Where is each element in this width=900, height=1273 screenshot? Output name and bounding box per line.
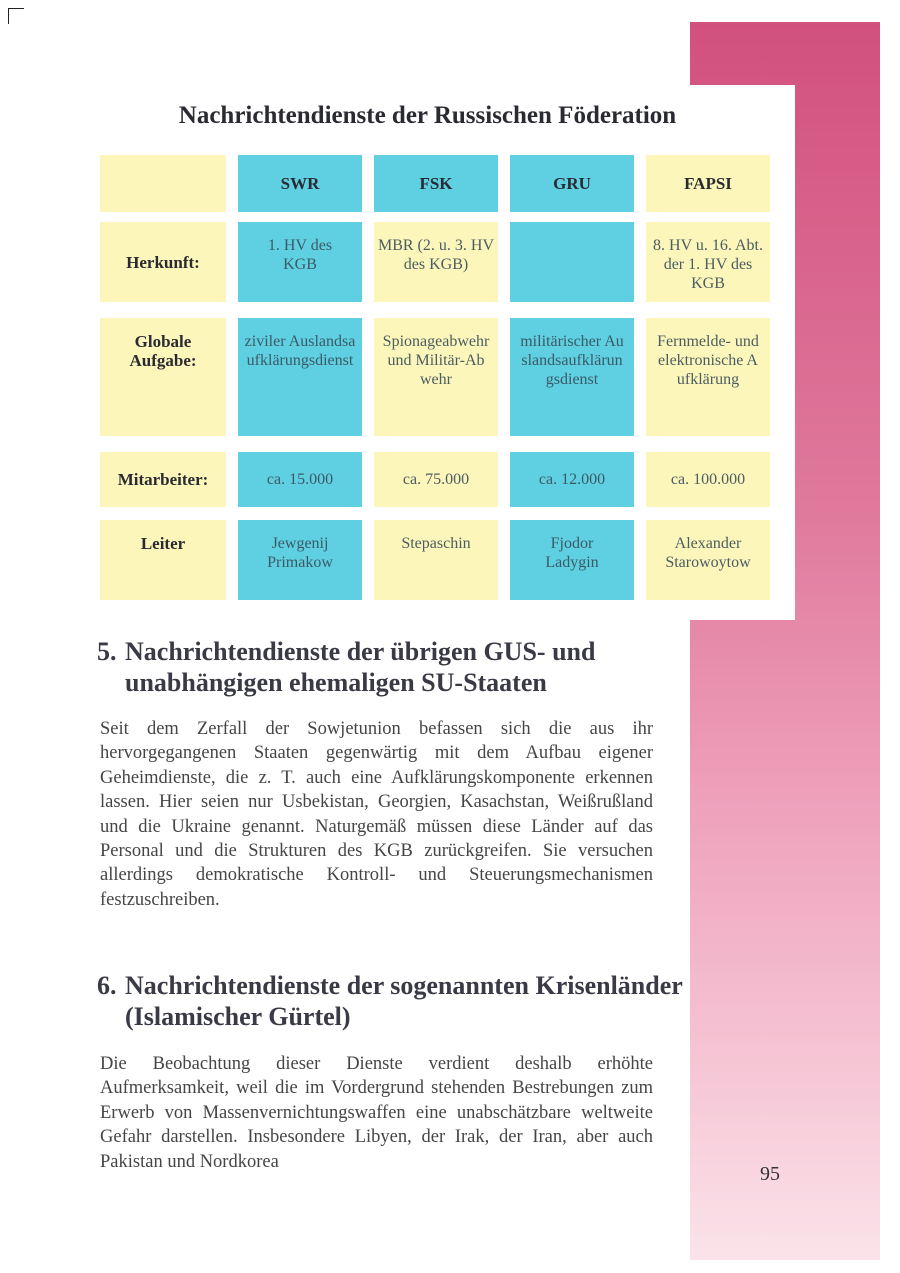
cell-aufgabe-fsk: Spionageabwehr und Militär-Abwehr <box>374 318 498 436</box>
cell-leiter-swr: Jewgenij Primakow <box>238 520 362 600</box>
column-header-gru: GRU <box>510 155 634 212</box>
cell-mitarbeiter-swr: ca. 15.000 <box>238 452 362 507</box>
crop-mark-horizontal <box>8 8 24 9</box>
page-number: 95 <box>760 1163 780 1185</box>
crop-mark-vertical <box>8 8 9 24</box>
section-5-title: Nachrichtendienste der übrigen GUS- und unabhängigen ehemaligen SU-Staaten <box>125 637 596 697</box>
cell-herkunft-swr: 1. HV des KGB <box>238 222 362 302</box>
cell-aufgabe-fapsi: Fernmelde- und elektronische Aufklärung <box>646 318 770 436</box>
cell-leiter-gru: Fjodor Ladygin <box>510 520 634 600</box>
column-header-fsk: FSK <box>374 155 498 212</box>
row-label-herkunft: Herkunft: <box>100 222 226 302</box>
section-5-body: Seit dem Zerfall der Sowjetunion befassen sich die aus ihr hervorgegangenen Staaten gegenwärtig mit dem Aufbau eigener Geheimdienste, die z. T. auch eine Aufklärungskomponente erkennen lassen. Hier seien nur Usbekistan, Georgien, Kasachstan, Weißrußland und die Ukraine genannt. Naturgemäß müssen diese Länder auf das Personal und die Strukturen des KGB zurückgreifen. Sie versuchen allerdings demokratische Kontroll- und Steuerungsmechanismen festzuschreiben. <box>100 719 653 910</box>
cell-leiter-fsk: Stepaschin <box>374 520 498 600</box>
cell-leiter-fapsi: Alexander Starowoytow <box>646 520 770 600</box>
section-6-title: Nachrichtendienste der sogenannten Krisenländer (Islamischer Gürtel) <box>125 971 683 1031</box>
cell-mitarbeiter-fsk: ca. 75.000 <box>374 452 498 507</box>
cell-aufgabe-gru: militärischer Auslandsaufklärungsdienst <box>510 318 634 436</box>
table-title: Nachrichtendienste der Russischen Föderation <box>178 102 677 129</box>
row-label-mitarbeiter: Mitarbeiter: <box>100 452 226 507</box>
section-5-number: 5. <box>97 637 117 666</box>
cell-mitarbeiter-fapsi: ca. 100.000 <box>646 452 770 507</box>
cell-aufgabe-swr: ziviler Auslandsaufklärungsdienst <box>238 318 362 436</box>
cell-mitarbeiter-gru: ca. 12.000 <box>510 452 634 507</box>
column-header-fapsi: FAPSI <box>646 155 770 212</box>
row-label-globale-aufgabe: Globale Aufgabe: <box>100 318 226 436</box>
section-6-heading <box>97 970 685 1032</box>
cell-herkunft-gru <box>510 222 634 302</box>
column-header-swr: SWR <box>238 155 362 212</box>
cell-herkunft-fapsi: 8. HV u. 16. Abt. der 1. HV des KGB <box>646 222 770 302</box>
cell-herkunft-fsk: MBR (2. u. 3. HV des KGB) <box>374 222 498 302</box>
section-5-heading <box>97 636 685 698</box>
section-6-body: Die Beobachtung dieser Dienste verdient deshalb erhöhte Aufmerksamkeit, weil die im Vordergrund stehenden Bestrebungen zum Erwerb von Massenvernichtungswaffen eine unabschätzbare weltweite Gefahr darstellen. Insbesondere Libyen, der Irak, der Iran, aber auch Pakistan und Nordkorea <box>100 1054 653 1172</box>
row-label-leiter: Leiter <box>100 520 226 600</box>
header-corner-cell <box>100 155 226 212</box>
section-6-number: 6. <box>97 971 117 1000</box>
